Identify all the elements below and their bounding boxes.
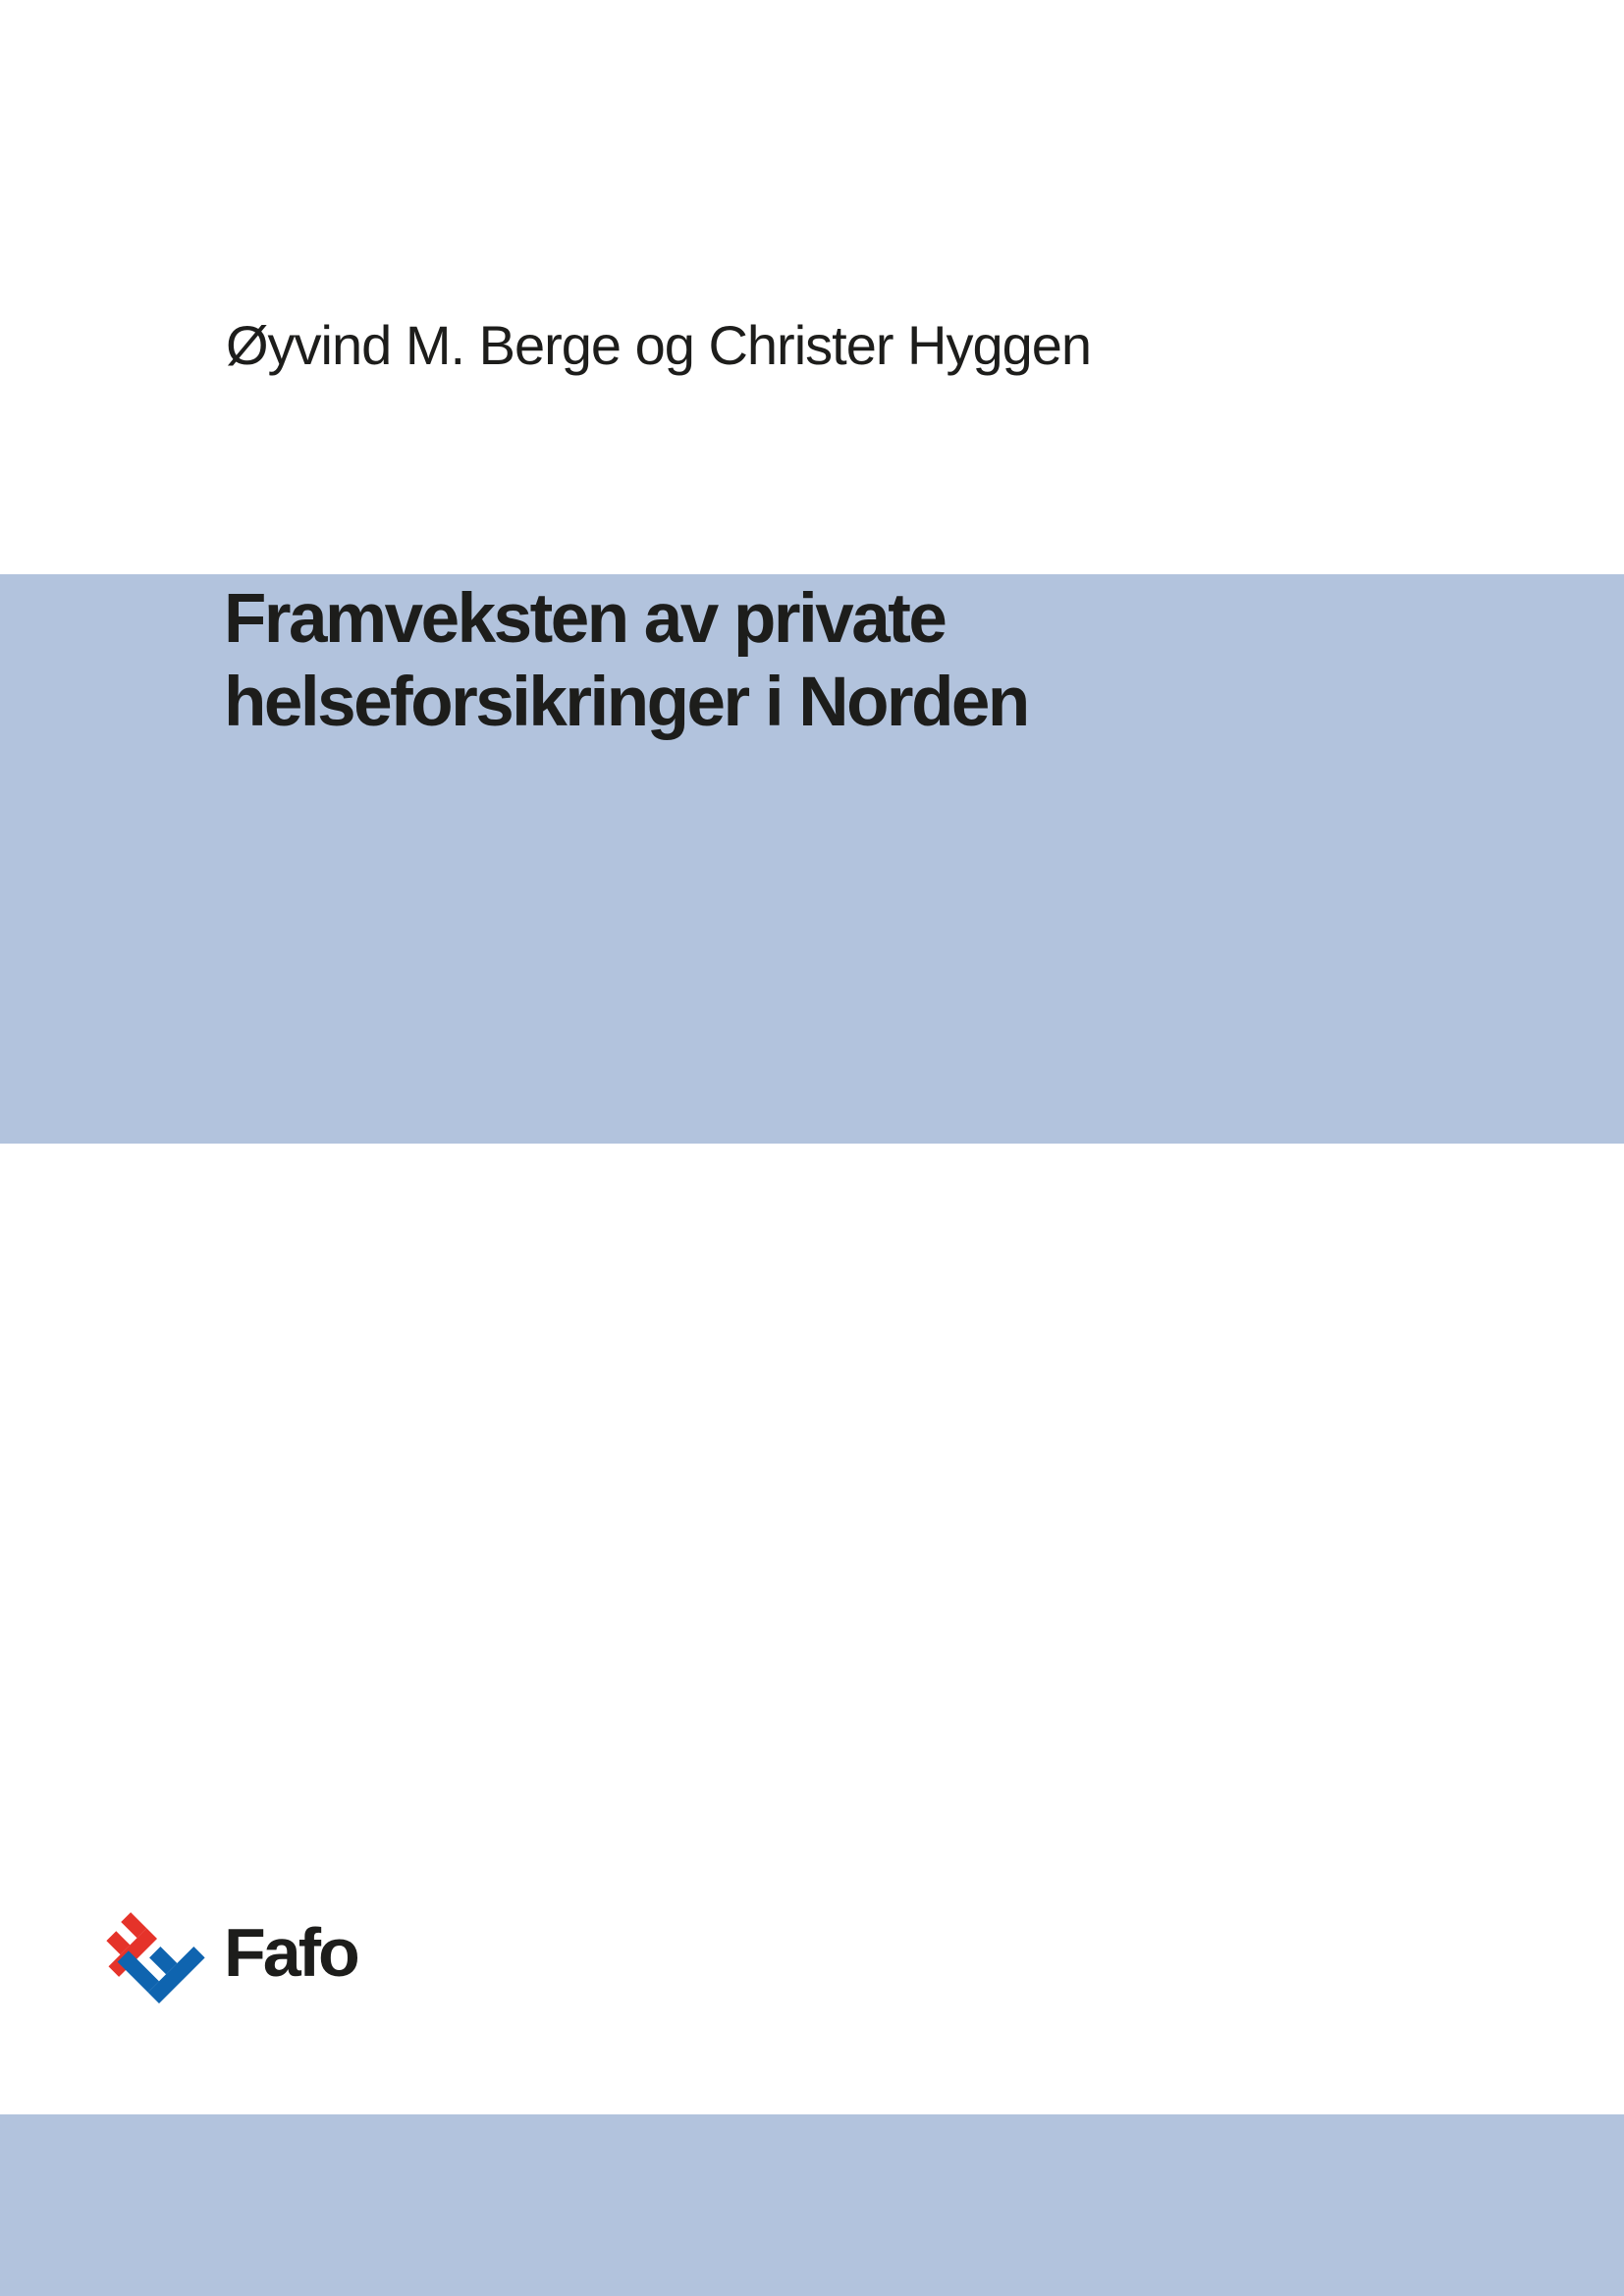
fafo-logo-text: Fafo	[224, 1914, 357, 1991]
cover-title-line1: Framveksten av private	[224, 580, 946, 658]
author-line: Øyvind M. Berge og Christer Hyggen	[226, 314, 1092, 376]
fafo-logo	[86, 1909, 393, 2007]
cover-title-line2: helseforsikringer i Norden	[224, 664, 1028, 741]
footer-band	[0, 2114, 1624, 2296]
cover-title	[224, 577, 1028, 744]
fafo-logo-icon	[86, 1909, 224, 2007]
title-band	[0, 574, 1624, 1144]
